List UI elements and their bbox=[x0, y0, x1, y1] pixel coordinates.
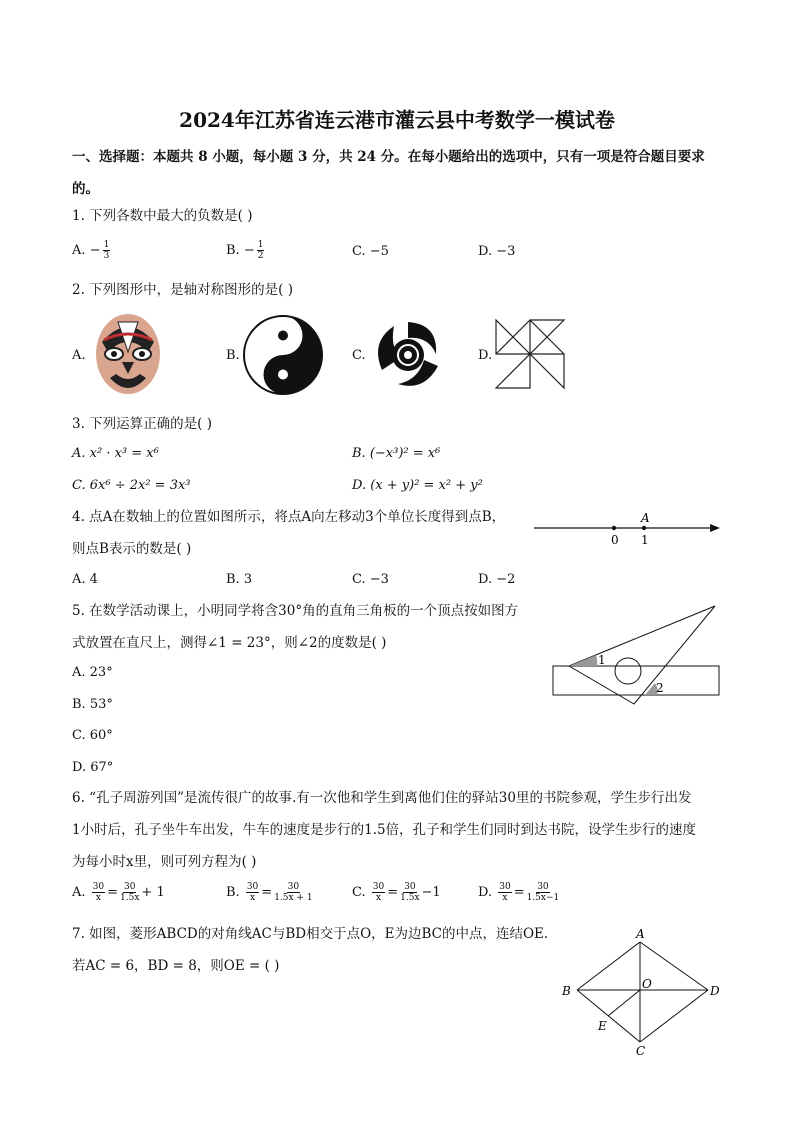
question-7-stem-cont: 若AC = 6，BD = 8，则OE = ( ) bbox=[72, 958, 280, 974]
question-6-stem: 6. “孔子周游列国”是流传很广的故事.有一次他和学生到离他们住的驿站30里的书院参观，学生步行出发 bbox=[72, 790, 692, 806]
q1-option-d[interactable]: D. −3 bbox=[478, 244, 516, 259]
q4-option-a[interactable]: A. 4 bbox=[72, 572, 98, 587]
ruler-triangle-figure bbox=[550, 602, 722, 708]
vertex-c: C bbox=[636, 1044, 646, 1058]
vertex-b: B bbox=[562, 984, 571, 998]
vertex-d: D bbox=[710, 984, 720, 998]
question-5-stem: 5. 在数学活动课上，小明同学将含30°角的直角三角板的一个顶点按如图方 bbox=[72, 603, 519, 619]
question-7-stem: 7. 如图，菱形ABCD的对角线AC与BD相交于点O，E为边BC的中点，连结OE. bbox=[72, 926, 549, 942]
q6-option-a[interactable]: A. $\frac{30}{x}$ = $\frac{30}{1.5x}$ + 1 bbox=[72, 882, 165, 903]
yin-yang-image bbox=[242, 314, 324, 396]
q1-option-a[interactable]: A. − $\frac{1}{3}$ bbox=[72, 240, 110, 261]
number-line-figure bbox=[534, 510, 724, 550]
q3-option-a[interactable]: A. x² · x³ = x⁶ bbox=[72, 446, 159, 461]
q4-option-c[interactable]: C. −3 bbox=[352, 572, 389, 587]
angle-2-label: 2 bbox=[656, 681, 664, 695]
question-2-stem: 2. 下列图形中，是轴对称图形的是( ) bbox=[72, 282, 293, 298]
rhombus-figure bbox=[556, 926, 726, 1062]
label-a: A bbox=[641, 511, 650, 525]
vertex-a: A bbox=[636, 927, 645, 941]
q2-option-d[interactable]: D. bbox=[478, 348, 493, 363]
page-title: 2024年江苏省连云港市灌云县中考数学一模试卷 bbox=[179, 108, 615, 132]
q5-option-b[interactable]: B. 53° bbox=[72, 697, 113, 712]
q3-option-c[interactable]: C. 6x⁶ ÷ 2x² = 3x³ bbox=[72, 478, 191, 493]
question-5-stem-cont: 式放置在直尺上，测得∠1 = 23°，则∠2的度数是( ) bbox=[72, 635, 387, 651]
opera-mask-image bbox=[88, 312, 168, 398]
question-4-stem-cont: 则点B表示的数是( ) bbox=[72, 541, 192, 557]
q1-option-b[interactable]: B. − $\frac{1}{2}$ bbox=[226, 240, 264, 261]
swirl-pattern-image bbox=[368, 314, 448, 396]
question-4-stem: 4. 点A在数轴上的位置如图所示，将点A向左移动3个单位长度得到点B， bbox=[72, 509, 506, 525]
midpoint-e: E bbox=[598, 1019, 607, 1033]
q5-option-c[interactable]: C. 60° bbox=[72, 728, 113, 743]
q2-option-a[interactable]: A. bbox=[72, 348, 86, 363]
section-heading: 一、选择题：本题共 8 小题，每小题 3 分，共 24 分。在每小题给出的选项中，只有一项是符合题目要求 bbox=[72, 149, 705, 165]
label-0: 0 bbox=[611, 533, 619, 547]
q4-option-b[interactable]: B. 3 bbox=[226, 572, 253, 587]
q6-option-d[interactable]: D. $\frac{30}{x}$ = $\frac{30}{1.5x-1}$ bbox=[478, 882, 560, 903]
question-3-stem: 3. 下列运算正确的是( ) bbox=[72, 416, 212, 432]
question-1-stem: 1. 下列各数中最大的负数是( ) bbox=[72, 208, 253, 224]
question-6-stem-cont2: 为每小时x里，则可列方程为( ) bbox=[72, 854, 257, 870]
q3-option-b[interactable]: B. (−x³)² = x⁶ bbox=[352, 446, 441, 461]
q6-option-c[interactable]: C. $\frac{30}{x}$ = $\frac{30}{1.5x}$ −1 bbox=[352, 882, 441, 903]
q5-option-d[interactable]: D. 67° bbox=[72, 760, 114, 775]
q6-option-b[interactable]: B. $\frac{30}{x}$ = $\frac{30}{1.5x + 1}$ bbox=[226, 882, 313, 903]
section-heading-cont: 的。 bbox=[72, 181, 99, 197]
q3-option-d[interactable]: D. (x + y)² = x² + y² bbox=[352, 478, 483, 493]
q5-option-a[interactable]: A. 23° bbox=[72, 665, 113, 680]
pinwheel-image bbox=[494, 318, 566, 390]
label-1: 1 bbox=[641, 533, 649, 547]
q4-option-d[interactable]: D. −2 bbox=[478, 572, 516, 587]
center-o: O bbox=[642, 977, 652, 991]
question-6-stem-cont: 1小时后，孔子坐牛车出发，牛车的速度是步行的1.5倍，孔子和学生们同时到达书院，设学生步行的速度 bbox=[72, 822, 697, 838]
q2-option-c[interactable]: C. bbox=[352, 348, 366, 363]
angle-1-label: 1 bbox=[598, 653, 606, 667]
q1-option-c[interactable]: C. −5 bbox=[352, 244, 389, 259]
q2-option-b[interactable]: B. bbox=[226, 348, 240, 363]
